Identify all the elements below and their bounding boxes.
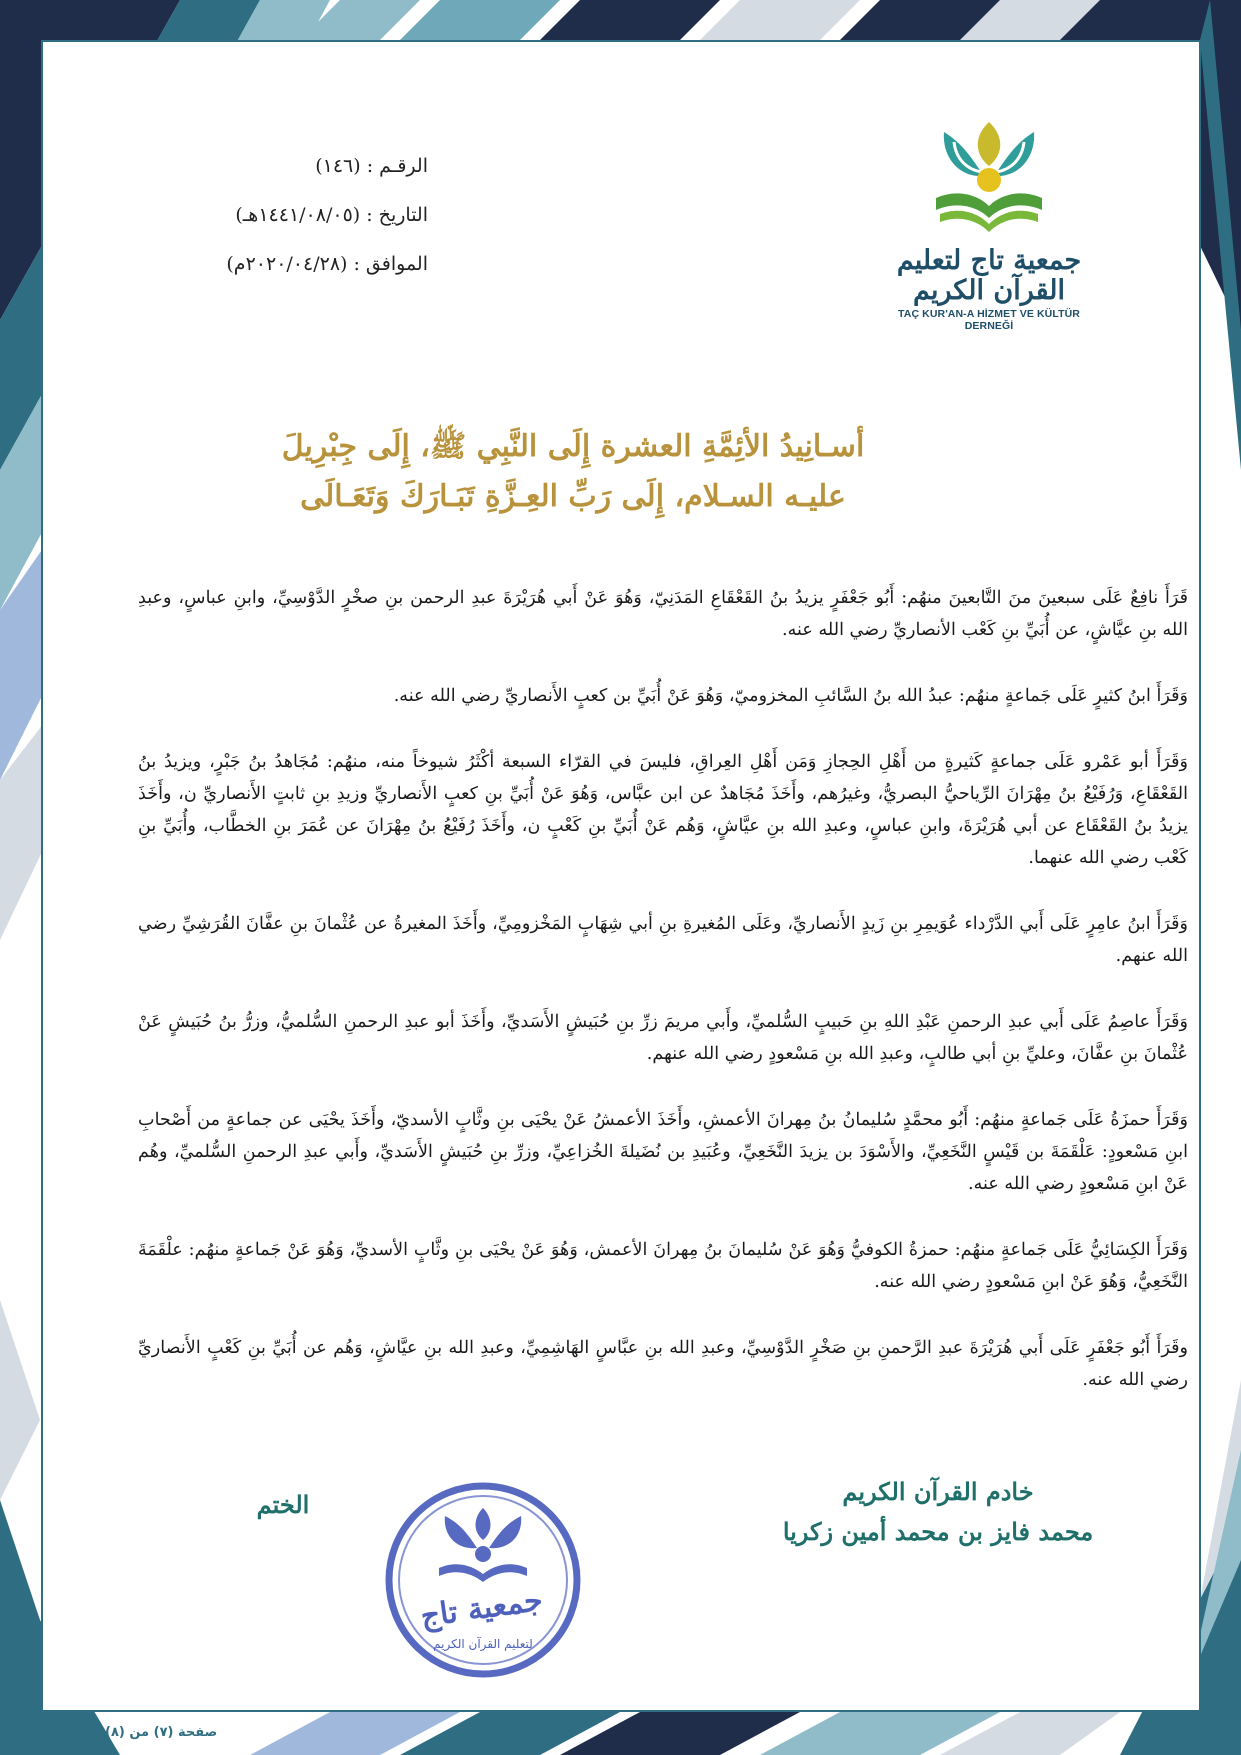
title-line-2: عليـه السـلام، إِلَى رَبِّ العِـزَّةِ تَبَـارَكَ وَتَعَـالَى (300, 479, 846, 514)
paragraph-hamza: وَقَرَأَ حمزَةُ عَلَى جَماعةٍ منهُم: أَبُو محمَّدٍ سُليمانُ بنُ مِهرانَ الأعمشِ، وأَخَذَ الأعمشُ عَنْ يحْيَى بنِ وثَّابٍ الأسديّ، وأَخَذَ يحْيَى عن جماعةٍ من أَصْحابِ ابنِ مَسْعودٍ: عَلْقَمَةَ بن قَيْسٍ النَّخَعِيِّ، والأَسْوَدَ بن يزيدَ النَّخَعِيِّ، وعُبَيدِ بن نُضَيلةَ الخُزاعِيِّ، وزرِّ بنِ حُبَيشٍ الأَسَديِّ، وأَبي عبدِ الرحمنِ السُّلميِّ، وهُم عَنْ ابنِ مَسْعودٍ رضي الله عنه. (138, 1110, 1188, 1194)
gregorian-date: الموافق : (٢٠٢٠/٠٤/٢٨م) (226, 253, 428, 275)
hijri-date: التاريخ : (١٤٤١/٠٨/٠٥هـ) (235, 204, 428, 226)
paragraph-abu-jafar: وقَرَأَ أَبُو جَعْفَرٍ عَلَى أَبي هُرَيْرَةَ عبدِ الرَّحمنِ بنِ صَخْرٍ الدَّوْسِيِّ، وعبدِ الله بنِ عبَّاسٍ الهَاشِمِيِّ، وعبدِ الله بنِ عيَّاشٍ، وَهُم عن أُبَيِّ بنِ كَعْبٍ الأَنصاريِّ رضي الله عنه. (138, 1338, 1188, 1390)
lotus-book-icon (924, 114, 1054, 242)
signature-block (733, 1472, 1143, 1552)
reference-number: الرقـم : (١٤٦) (315, 155, 428, 177)
paragraph-kisai: وَقَرَأَ الكِسَائِيُّ عَلَى جَماعةٍ منهُم: حمزةُ الكوفيُّ وَهُوَ عَنْ سُليمانَ بنُ مِهرانَ الأعمش، وَهُوَ عَنْ يحْيَى بنِ وثَّابٍ الأسديِّ، وَهُوَ عَنْ جَماعةٍ منهُم: علْقَمَةَ النَّخَعِيُّ، وَهُوَ عَنْ ابنِ مَسْعودٍ رضي الله عنه. (138, 1240, 1188, 1292)
logo-arabic-name: جمعية تاج لتعليم القرآن الكريم (896, 245, 1082, 306)
letter-metadata (138, 142, 428, 289)
paragraph-ibn-kathir: وَقَرَأَ ابنُ كثيرٍ عَلَى جَماعةٍ منهُم: عبدُ الله بنُ السَّائبِ المخزوميّ، وَهُوَ عَنْ أُبَيِّ بن كعبٍ الأَنصاريِّ رضي الله عنه. (393, 686, 1188, 706)
paragraph-abu-amr: وَقَرَأَ أبو عَمْرو عَلَى جماعةٍ كَثيرةٍ من أَهْلِ الحِجازِ وَمَن أَهْلِ العِراقِ، فليسَ في القرّاء السبعة أكْثَرُ شيوخاً منه، منهُم: مُجَاهدُ بنُ جَبْرٍ، ويزيدُ بنُ القَعْقَاعِ، وَرُفَيْعُ بنُ مِهْرَانَ الرِّياحيُّ البصريُّ، وغيرُهم، وأَخَذَ مُجَاهدٌ عن ابن عبَّاس، وَهُوَ عَنْ أُبَيِّ بنِ كعبٍ الأَنصاريِّ وزيدِ بنِ ثابتٍ الأَنصاريِّ ن، وأَخَذَ يزيدُ بنُ القَعْقَاع عن أبي هُرَيْرَةَ، وابنِ عباسٍ، وعبدِ الله بنِ عيَّاشٍ، وَهُم عَنْ أُبَيِّ بنِ كَعْبٍ ن، وأَخَذَ رُفَيْعُ بنُ مِهْرَانَ عن عُمَرَ بنِ الخطَّاب، وأُبَيِّ بنِ كَعْب رضي الله عنهما. (138, 752, 1188, 868)
page-number: صفحة (٧) من (٨) (105, 1725, 218, 1740)
seal-name: جمعية تاج (418, 1582, 545, 1635)
association-logo (874, 114, 1104, 332)
signer-name: محمد فايز بن محمد أمين زكريا (782, 1517, 1094, 1546)
logo-latin-name: TAÇ KUR'AN-A HİZMET VE KÜLTÜR DERNEĞİ (898, 308, 1080, 333)
paragraph-ibn-amir: وَقَرَأَ ابنُ عامِرٍ عَلَى أَبي الدَّرْداء عُوَيمِرِ بنِ زَيدٍ الأَنصاريِّ، وعَلَى المُغيرةِ بنِ أبي شِهَابٍ المَخْزومِيِّ، وأَخَذَ المغيرةُ عن عُثْمانَ بنِ عفَّانَ القُرَشِيِّ رضي الله عنهم. (138, 914, 1188, 966)
title-line-1: أسـانِيدُ الأئِمَّةِ العشرة إِلَى النَّبِي ﷺ، إِلَى جِبْرِيلَ (281, 429, 865, 464)
document-title (193, 422, 953, 522)
document-body (138, 582, 1188, 1430)
paragraph-nafi: قَرَأَ نافِعٌ عَلَى سبعينَ منَ التَّابعينَ منهُم: أَبُو جَعْفَرٍ يزيدُ بنُ القَعْقَاعِ المَدَنِيّ، وَهُوَ عَنْ أَبي هُرَيْرَةَ عبدِ الرحمن بنِ صخْرٍ الدَّوْسِيِّ، وابنِ عباسٍ، وعبدِ الله بنِ عيَّاشٍ، عن أُبَيِّ بنِ كَعْب الأنصاريِّ رضي الله عنه. (138, 588, 1188, 640)
association-seal-icon (383, 1480, 583, 1680)
signer-title: خادم القرآن الكريم (842, 1477, 1034, 1506)
paragraph-asim: وَقَرَأَ عاصِمُ عَلَى أَبي عبدِ الرحمنِ عَبْدِ اللهِ بنِ حَبيبٍ السُّلميِّ، وأَبي مريمَ زرِّ بنِ حُبَيشٍ الأَسَديِّ، وأَخَذَ أبو عبدِ الرحمنِ السُّلميُّ، وزرُّ بنُ حُبَيشٍ عَنْ عُثْمانَ بنِ عفَّانَ، وعليِّ بنِ أبي طالبٍ، وعبدِ الله بنِ مَسْعودٍ رضي الله عنهم. (138, 1012, 1188, 1064)
document-frame (41, 40, 1201, 1740)
seal-label: الختم (256, 1490, 310, 1519)
seal-subtitle: لتعليم القرآن الكريم (433, 1637, 533, 1651)
